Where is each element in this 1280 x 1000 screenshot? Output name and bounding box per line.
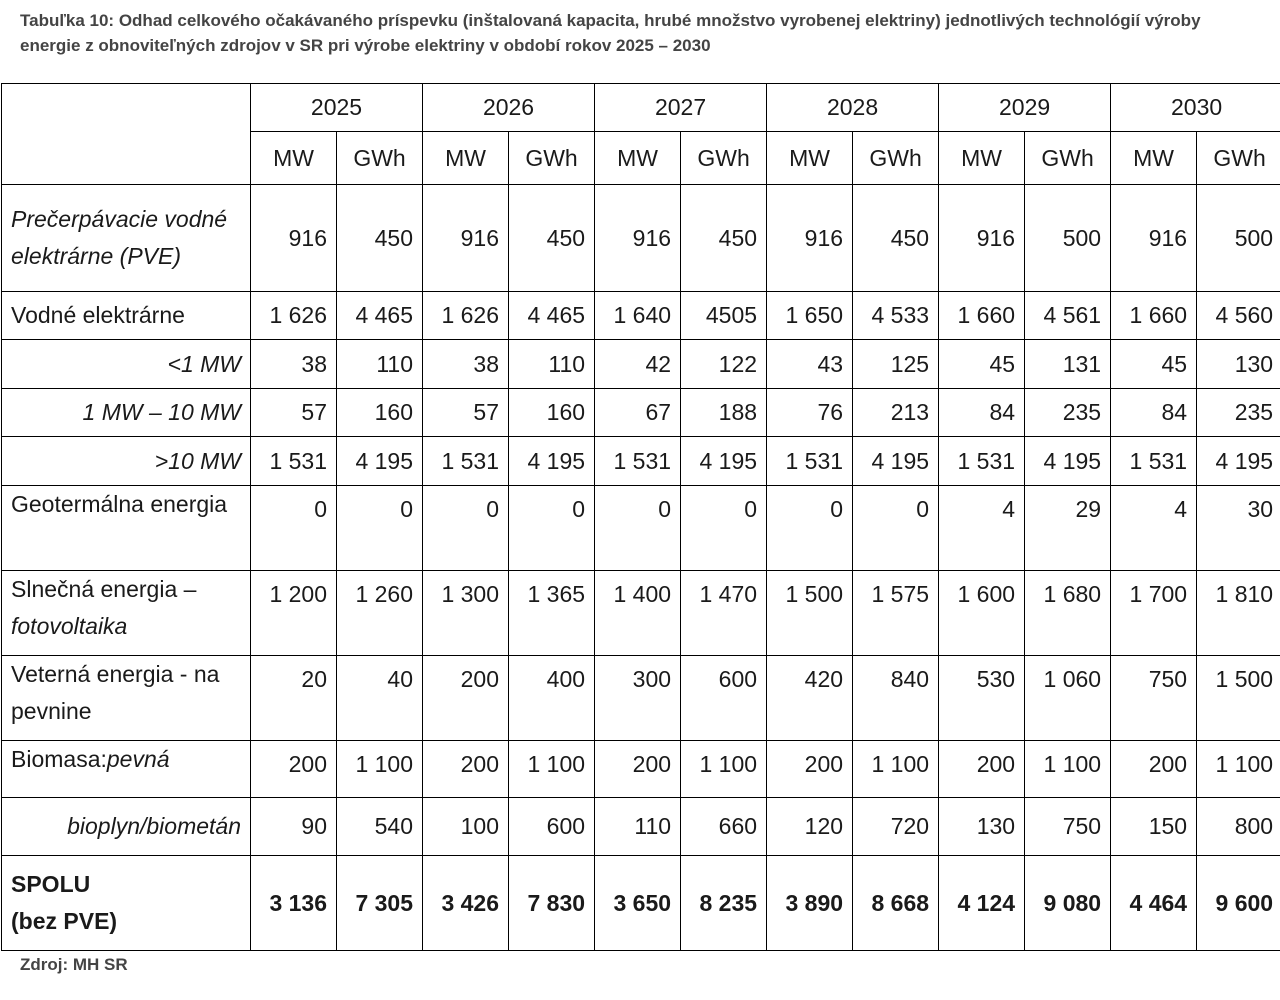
value-cell: 235 <box>1197 389 1280 437</box>
value-cell: 125 <box>853 340 939 389</box>
value-cell: 110 <box>595 798 681 856</box>
source-note: Zdroj: MH SR <box>20 955 128 974</box>
value-cell: 720 <box>853 798 939 856</box>
value-cell: 1 531 <box>1111 437 1197 486</box>
row-label <box>2 856 251 951</box>
value-cell: 1 531 <box>595 437 681 486</box>
value-cell: 57 <box>423 389 509 437</box>
value-cell: 0 <box>767 486 853 571</box>
value-cell: 450 <box>681 185 767 292</box>
row-label: 1 MW – 10 MW <box>2 389 251 437</box>
row-label: Veterná energia - na pevnine <box>2 656 251 741</box>
row-label-sub: pevná <box>106 746 170 772</box>
value-cell: 84 <box>1111 389 1197 437</box>
value-cell: 30 <box>1197 486 1280 571</box>
value-cell: 84 <box>939 389 1025 437</box>
value-cell: 7 305 <box>337 856 423 951</box>
value-cell: 38 <box>251 340 337 389</box>
year-header-row <box>2 84 1280 132</box>
row-label-main: Slnečná energia – <box>11 576 197 602</box>
value-cell: 1 060 <box>1025 656 1111 741</box>
value-cell: 1 626 <box>251 292 337 340</box>
value-cell: 4 195 <box>681 437 767 486</box>
value-cell: 150 <box>1111 798 1197 856</box>
row-biogas <box>2 798 1280 856</box>
value-cell: 540 <box>337 798 423 856</box>
value-cell: 90 <box>251 798 337 856</box>
unit-header: MW <box>595 132 681 185</box>
value-cell: 42 <box>595 340 681 389</box>
unit-header: GWh <box>681 132 767 185</box>
value-cell: 750 <box>1111 656 1197 741</box>
unit-header: MW <box>939 132 1025 185</box>
value-cell: 4 465 <box>509 292 595 340</box>
row-label-main: Biomasa: <box>11 746 107 772</box>
value-cell: 120 <box>767 798 853 856</box>
value-cell: 200 <box>939 741 1025 798</box>
value-cell: 200 <box>1111 741 1197 798</box>
value-cell: 916 <box>423 185 509 292</box>
unit-header: MW <box>423 132 509 185</box>
value-cell: 500 <box>1197 185 1280 292</box>
value-cell: 1 700 <box>1111 571 1197 656</box>
value-cell: 43 <box>767 340 853 389</box>
value-cell: 1 100 <box>337 741 423 798</box>
row-1-10mw <box>2 389 1280 437</box>
value-cell: 916 <box>767 185 853 292</box>
value-cell: 4 <box>1111 486 1197 571</box>
unit-header: GWh <box>337 132 423 185</box>
value-cell: 20 <box>251 656 337 741</box>
value-cell: 450 <box>853 185 939 292</box>
value-cell: 1 640 <box>595 292 681 340</box>
value-cell: 160 <box>337 389 423 437</box>
row-label: Prečerpávacie vodné elektrárne (PVE) <box>2 185 251 292</box>
value-cell: 0 <box>595 486 681 571</box>
value-cell: 1 660 <box>1111 292 1197 340</box>
value-cell: 1 400 <box>595 571 681 656</box>
row-label-sub: fotovoltaika <box>11 613 128 639</box>
value-cell: 0 <box>423 486 509 571</box>
corner-cell <box>2 84 251 185</box>
value-cell: 1 500 <box>1197 656 1280 741</box>
value-cell: 4 <box>939 486 1025 571</box>
value-cell: 4 195 <box>1197 437 1280 486</box>
table-caption: Tabuľka 10: Odhad celkového očakávaného príspevku (inštalovaná kapacita, hrubé množstvo vyrobenej elektriny) jednotlivých technológií výroby energie z obnoviteľných zdrojov v SR pri výrobe elektriny v období rokov 2025 – 2030 <box>20 11 1201 55</box>
row-lt1mw <box>2 340 1280 389</box>
value-cell: 200 <box>595 741 681 798</box>
value-cell: 213 <box>853 389 939 437</box>
value-cell: 130 <box>939 798 1025 856</box>
value-cell: 4 195 <box>509 437 595 486</box>
year-header: 2026 <box>423 84 595 132</box>
value-cell: 1 531 <box>939 437 1025 486</box>
unit-header: MW <box>767 132 853 185</box>
value-cell: 1 660 <box>939 292 1025 340</box>
value-cell: 450 <box>337 185 423 292</box>
value-cell: 29 <box>1025 486 1111 571</box>
value-cell: 1 100 <box>1197 741 1280 798</box>
value-cell: 4 465 <box>337 292 423 340</box>
value-cell: 57 <box>251 389 337 437</box>
value-cell: 76 <box>767 389 853 437</box>
value-cell: 3 650 <box>595 856 681 951</box>
value-cell: 40 <box>337 656 423 741</box>
value-cell: 1 680 <box>1025 571 1111 656</box>
value-cell: 0 <box>853 486 939 571</box>
value-cell: 1 100 <box>853 741 939 798</box>
value-cell: 38 <box>423 340 509 389</box>
value-cell: 1 500 <box>767 571 853 656</box>
value-cell: 200 <box>423 656 509 741</box>
year-header: 2030 <box>1111 84 1280 132</box>
value-cell: 750 <box>1025 798 1111 856</box>
row-geo <box>2 486 1280 571</box>
value-cell: 916 <box>1111 185 1197 292</box>
value-cell: 530 <box>939 656 1025 741</box>
row-label: >10 MW <box>2 437 251 486</box>
value-cell: 3 426 <box>423 856 509 951</box>
value-cell: 1 575 <box>853 571 939 656</box>
value-cell: 1 260 <box>337 571 423 656</box>
value-cell: 67 <box>595 389 681 437</box>
value-cell: 4 464 <box>1111 856 1197 951</box>
value-cell: 300 <box>595 656 681 741</box>
value-cell: 0 <box>509 486 595 571</box>
value-cell: 600 <box>681 656 767 741</box>
value-cell: 122 <box>681 340 767 389</box>
row-solar <box>2 571 1280 656</box>
value-cell: 1 810 <box>1197 571 1280 656</box>
value-cell: 840 <box>853 656 939 741</box>
unit-header: MW <box>251 132 337 185</box>
value-cell: 8 668 <box>853 856 939 951</box>
value-cell: 1 100 <box>1025 741 1111 798</box>
value-cell: 100 <box>423 798 509 856</box>
value-cell: 110 <box>509 340 595 389</box>
unit-header: GWh <box>1197 132 1280 185</box>
row-total <box>2 856 1280 951</box>
value-cell: 110 <box>337 340 423 389</box>
unit-header: GWh <box>1025 132 1111 185</box>
value-cell: 916 <box>939 185 1025 292</box>
value-cell: 1 100 <box>509 741 595 798</box>
row-label: Geotermálna energia <box>2 486 251 571</box>
row-biomass <box>2 741 1280 798</box>
year-header: 2028 <box>767 84 939 132</box>
value-cell: 7 830 <box>509 856 595 951</box>
value-cell: 1 650 <box>767 292 853 340</box>
row-vodne <box>2 292 1280 340</box>
value-cell: 4 195 <box>1025 437 1111 486</box>
value-cell: 1 300 <box>423 571 509 656</box>
value-cell: 1 365 <box>509 571 595 656</box>
value-cell: 3 890 <box>767 856 853 951</box>
value-cell: 600 <box>509 798 595 856</box>
value-cell: 0 <box>251 486 337 571</box>
unit-header: MW <box>1111 132 1197 185</box>
value-cell: 200 <box>423 741 509 798</box>
renewables-table <box>1 83 1280 951</box>
value-cell: 1 626 <box>423 292 509 340</box>
value-cell: 4 195 <box>853 437 939 486</box>
value-cell: 420 <box>767 656 853 741</box>
value-cell: 9 600 <box>1197 856 1280 951</box>
value-cell: 1 531 <box>251 437 337 486</box>
row-label: <1 MW <box>2 340 251 389</box>
value-cell: 200 <box>251 741 337 798</box>
value-cell: 450 <box>509 185 595 292</box>
value-cell: 500 <box>1025 185 1111 292</box>
value-cell: 188 <box>681 389 767 437</box>
row-label-sub: (bez PVE) <box>11 908 118 934</box>
year-header: 2025 <box>251 84 423 132</box>
value-cell: 160 <box>509 389 595 437</box>
value-cell: 0 <box>681 486 767 571</box>
value-cell: 660 <box>681 798 767 856</box>
value-cell: 9 080 <box>1025 856 1111 951</box>
year-header: 2027 <box>595 84 767 132</box>
value-cell: 235 <box>1025 389 1111 437</box>
row-label-main: SPOLU <box>11 871 91 897</box>
value-cell: 1 470 <box>681 571 767 656</box>
value-cell: 0 <box>337 486 423 571</box>
value-cell: 45 <box>939 340 1025 389</box>
value-cell: 916 <box>251 185 337 292</box>
row-label: Vodné elektrárne <box>2 292 251 340</box>
value-cell: 4505 <box>681 292 767 340</box>
value-cell: 4 124 <box>939 856 1025 951</box>
row-label: bioplyn/biometán <box>2 798 251 856</box>
value-cell: 1 531 <box>767 437 853 486</box>
row-pve <box>2 185 1280 292</box>
value-cell: 4 533 <box>853 292 939 340</box>
value-cell: 916 <box>595 185 681 292</box>
unit-header: GWh <box>853 132 939 185</box>
row-gt10mw <box>2 437 1280 486</box>
value-cell: 4 561 <box>1025 292 1111 340</box>
value-cell: 800 <box>1197 798 1280 856</box>
unit-header: GWh <box>509 132 595 185</box>
row-label <box>2 571 251 656</box>
value-cell: 1 600 <box>939 571 1025 656</box>
row-wind <box>2 656 1280 741</box>
value-cell: 45 <box>1111 340 1197 389</box>
value-cell: 8 235 <box>681 856 767 951</box>
value-cell: 130 <box>1197 340 1280 389</box>
value-cell: 1 100 <box>681 741 767 798</box>
value-cell: 1 531 <box>423 437 509 486</box>
value-cell: 4 560 <box>1197 292 1280 340</box>
value-cell: 131 <box>1025 340 1111 389</box>
value-cell: 4 195 <box>337 437 423 486</box>
year-header: 2029 <box>939 84 1111 132</box>
value-cell: 1 200 <box>251 571 337 656</box>
row-label <box>2 741 251 798</box>
value-cell: 3 136 <box>251 856 337 951</box>
value-cell: 200 <box>767 741 853 798</box>
value-cell: 400 <box>509 656 595 741</box>
